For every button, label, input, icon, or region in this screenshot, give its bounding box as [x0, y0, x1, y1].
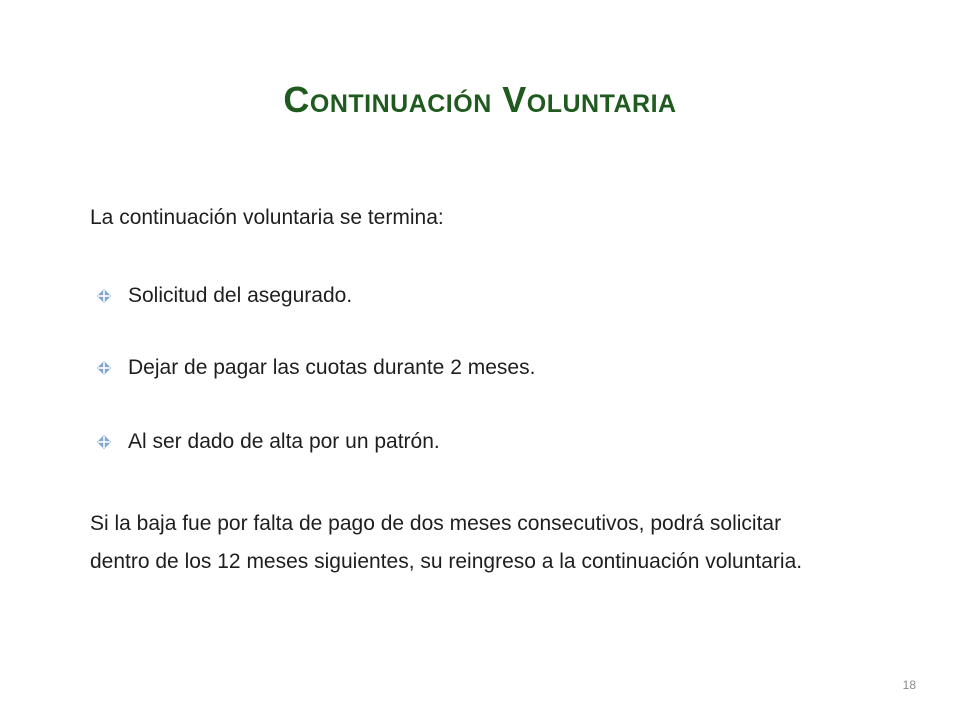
- diamond-bullet-icon: [96, 288, 112, 304]
- paragraph-line: dentro de los 12 meses siguientes, su reingreso a la continuación voluntaria.: [90, 550, 803, 573]
- diamond-bullet-icon: [96, 360, 112, 376]
- diamond-bullet-icon: [96, 434, 112, 450]
- bullet-item: [96, 280, 352, 312]
- bullet-text: Al ser dado de alta por un patrón.: [128, 430, 440, 454]
- bullet-text: Solicitud del asegurado.: [128, 284, 353, 308]
- paragraph-line: Si la baja fue por falta de pago de dos meses consecutivos, podrá solicitar: [90, 512, 782, 535]
- bullet-item: [96, 426, 440, 458]
- closing-paragraph: [90, 505, 930, 581]
- intro-text: La continuación voluntaria se termina:: [90, 206, 444, 229]
- bullet-text: Dejar de pagar las cuotas durante 2 meses.: [128, 356, 536, 380]
- slide-title: Continuación Voluntaria: [283, 79, 677, 120]
- bullet-item: [96, 352, 535, 384]
- page-number: 18: [902, 678, 916, 692]
